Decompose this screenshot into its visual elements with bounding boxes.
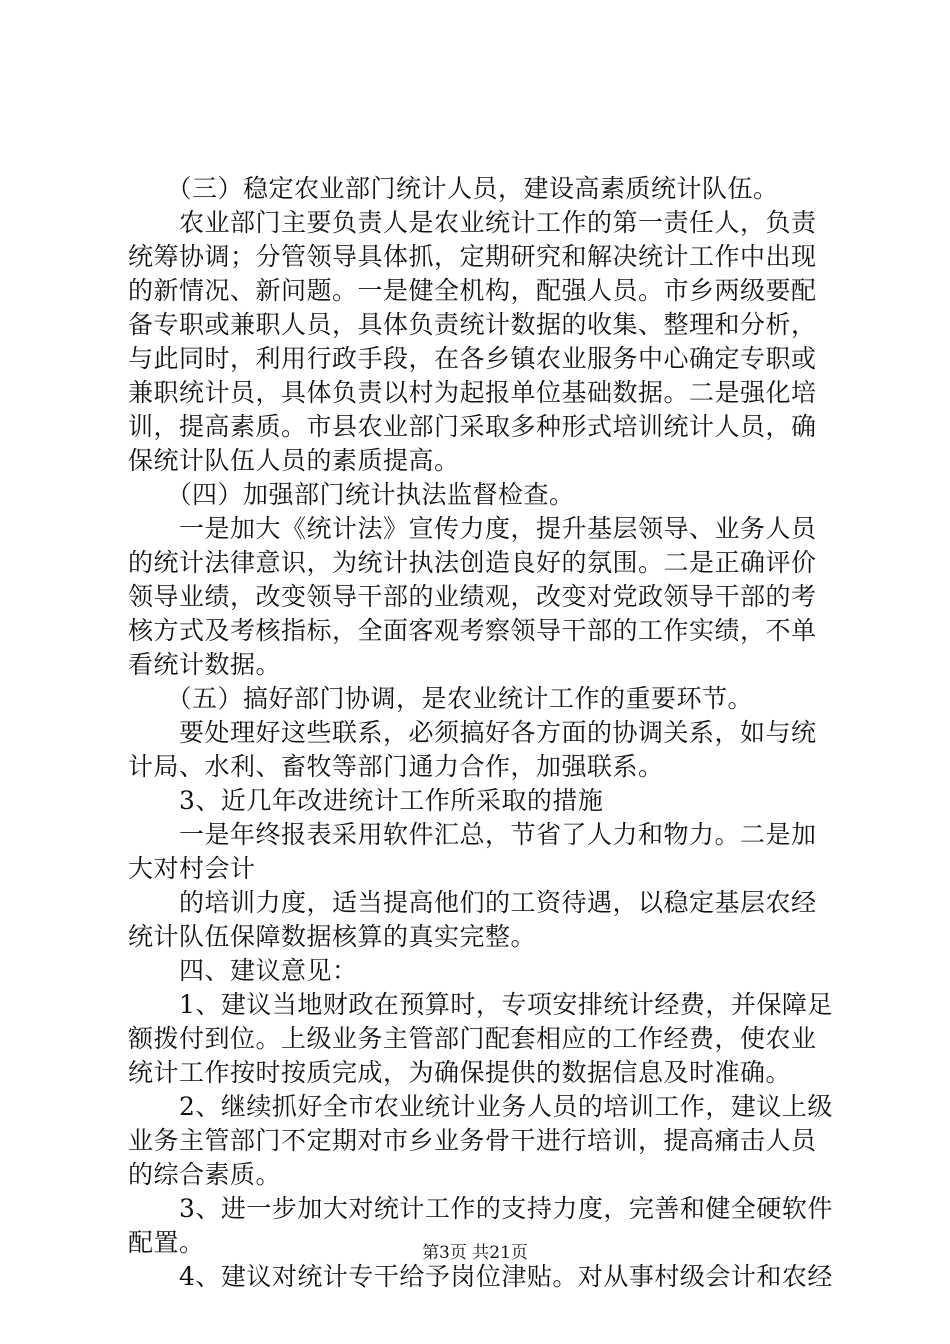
- paragraph-line: 的培训力度，适当提高他们的工资待遇，以稳定基层农经: [128, 888, 817, 917]
- paragraph-line: 业务主管部门不定期对市乡业务骨干进行培训，提高痛击人员: [128, 1126, 817, 1155]
- paragraph-line: 与此同时，利用行政手段，在各乡镇农业服务中心确定专职或: [128, 344, 817, 373]
- paragraph-line: 统计工作按时按质完成，为确保提供的数据信息及时准确。: [128, 1058, 792, 1087]
- paragraph-line: 3、进一步加大对统计工作的支持力度，完善和健全硬软件: [128, 1194, 833, 1223]
- heading-section-four: 四、建议意见：: [128, 956, 358, 985]
- paragraph-line: 备专职或兼职人员，具体负责统计数据的收集、整理和分析，: [128, 310, 817, 339]
- paragraph-line: 统计队伍保障数据核算的真实完整。: [128, 922, 537, 951]
- heading-item-3: 3、近几年改进统计工作所采取的措施: [128, 786, 604, 815]
- paragraph-line: 大对村会计: [128, 854, 256, 883]
- paragraph-line: 核方式及考核指标，全面客观考察领导干部的工作实绩，不单: [128, 616, 817, 645]
- paragraph-line: 的综合素质。: [128, 1160, 282, 1189]
- heading-section-4: （四）加强部门统计执法监督检查。: [128, 480, 575, 509]
- paragraph-line: 计局、水利、畜牧等部门通力合作，加强联系。: [128, 752, 664, 781]
- paragraph-line: 1、建议当地财政在预算时，专项安排统计经费，并保障足: [128, 990, 833, 1019]
- paragraph-line: 的新情况、新问题。一是健全机构，配强人员。市乡两级要配: [128, 276, 817, 305]
- heading-section-3: （三）稳定农业部门统计人员，建设高素质统计队伍。: [128, 174, 779, 203]
- paragraph-line: 4、建议对统计专干给予岗位津贴。对从事村级会计和农经: [128, 1262, 833, 1291]
- heading-section-5: （五）搞好部门协调，是农业统计工作的重要环节。: [128, 684, 754, 713]
- paragraph-line: 保统计队伍人员的素质提高。: [128, 446, 460, 475]
- paragraph-line: 兼职统计员，具体负责以村为起报单位基础数据。二是强化培: [128, 378, 817, 407]
- paragraph-line: 一是年终报表采用软件汇总，节省了人力和物力。二是加: [128, 820, 817, 849]
- paragraph-line: 统筹协调；分管领导具体抓，定期研究和解决统计工作中出现: [128, 242, 817, 271]
- paragraph-line: 配置。: [128, 1228, 205, 1257]
- paragraph-line: 农业部门主要负责人是农业统计工作的第一责任人，负责: [128, 208, 817, 237]
- paragraph-line: 要处理好这些联系，必须搞好各方面的协调关系，如与统: [128, 718, 817, 747]
- page-number-footer: 第3页 共21页: [422, 1243, 528, 1263]
- paragraph-line: 看统计数据。: [128, 650, 282, 679]
- paragraph-line: 额拨付到位。上级业务主管部门配套相应的工作经费，使农业: [128, 1024, 817, 1053]
- paragraph-line: 的统计法律意识，为统计执法创造良好的氛围。二是正确评价: [128, 548, 817, 577]
- paragraph-line: 一是加大《统计法》宣传力度，提升基层领导、业务人员: [128, 514, 817, 543]
- paragraph-line: 领导业绩，改变领导干部的业绩观，改变对党政领导干部的考: [128, 582, 817, 611]
- paragraph-line: 2、继续抓好全市农业统计业务人员的培训工作，建议上级: [128, 1092, 833, 1121]
- paragraph-line: 训，提高素质。市县农业部门采取多种形式培训统计人员，确: [128, 412, 817, 441]
